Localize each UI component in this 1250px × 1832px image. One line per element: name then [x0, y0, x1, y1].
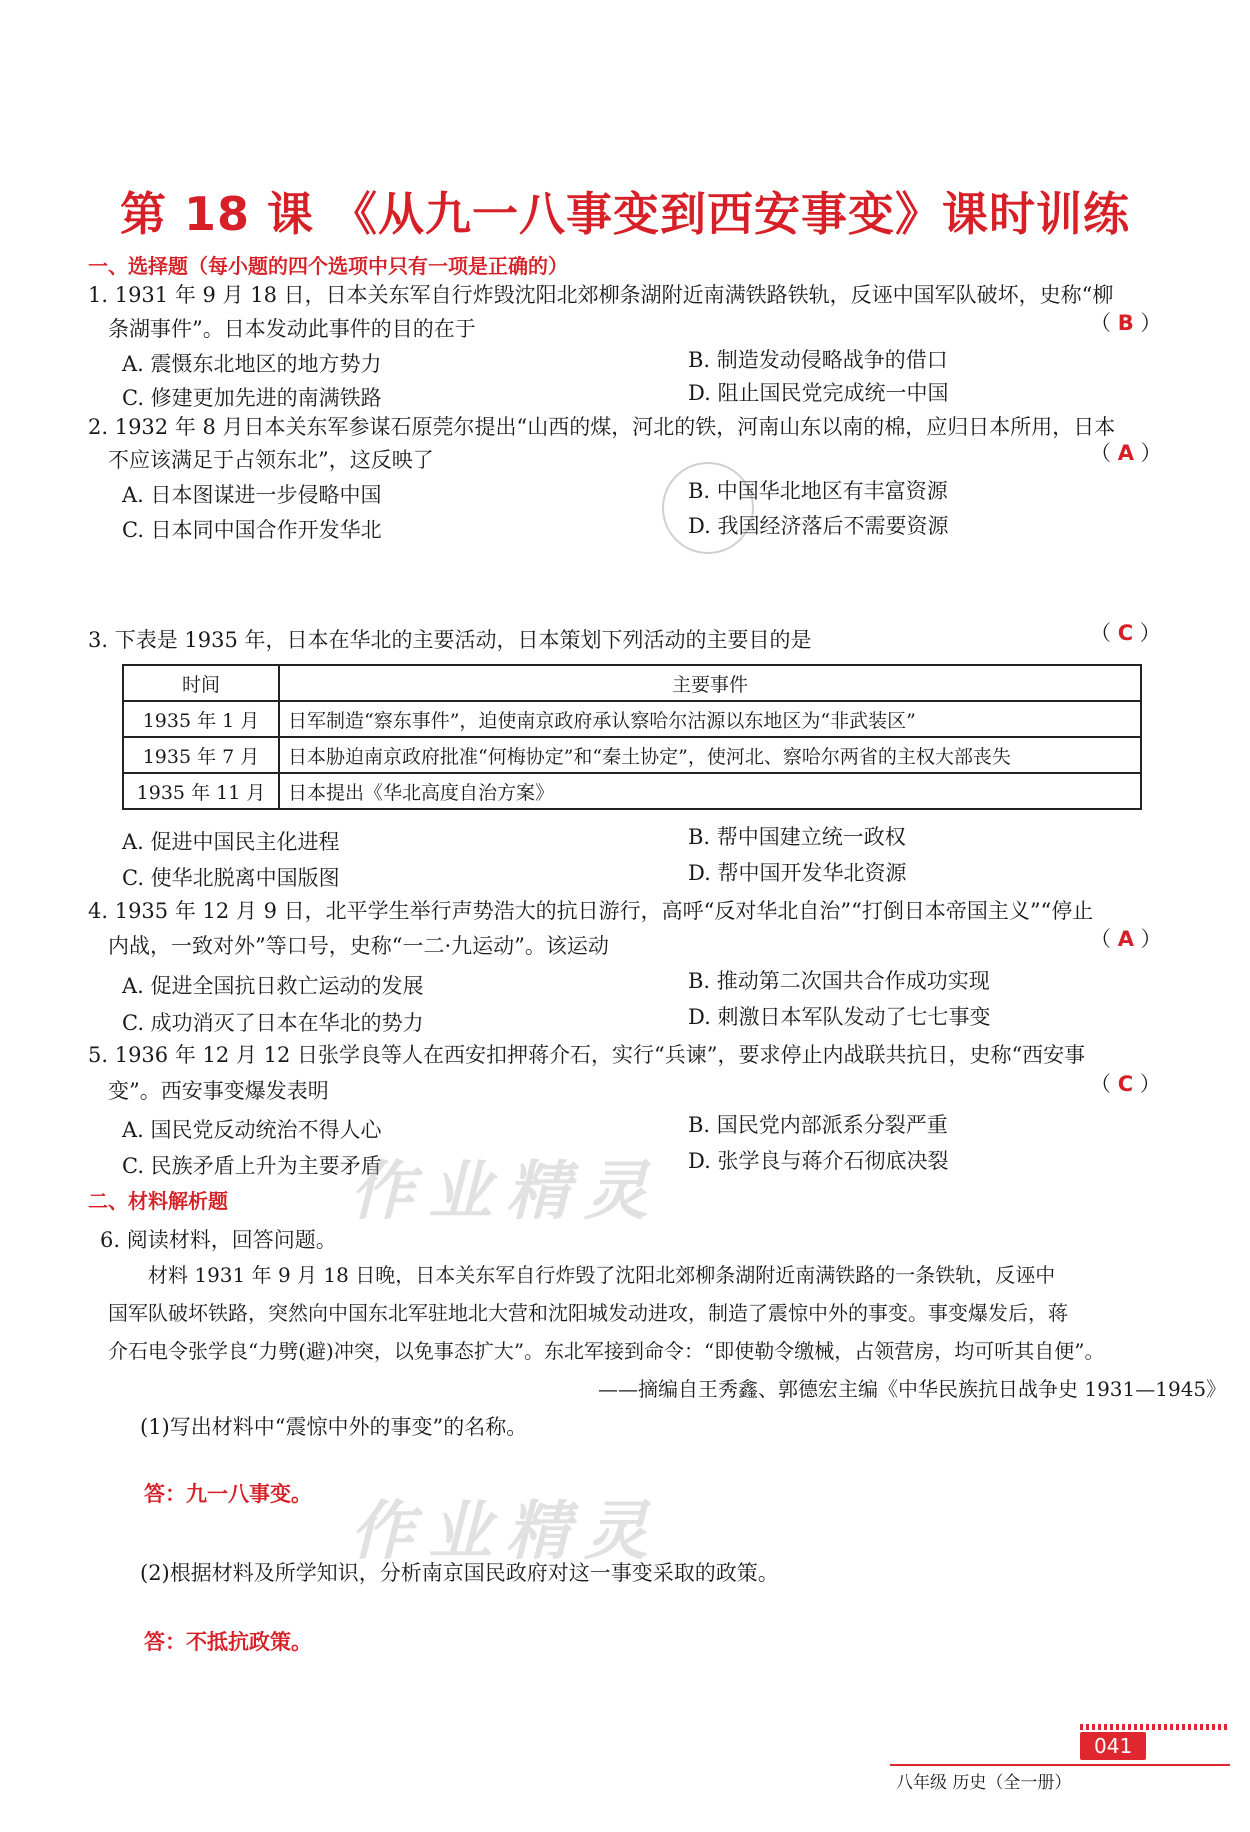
question-4-option-d: D. 刺激日本军队发动了七七事变: [688, 1005, 991, 1029]
sub-question-1: (1)写出材料中“震惊中外的事变”的名称。: [140, 1415, 528, 1439]
table-cell-time: 1935 年 11 月: [123, 773, 279, 809]
question-3-answer-letter: C: [1117, 621, 1134, 645]
question-1-answer-letter: B: [1117, 311, 1134, 335]
footer-book-title: 八年级 历史（全一册）: [896, 1773, 1072, 1793]
question-3-line-1: 3. 下表是 1935 年，日本在华北的主要活动，日本策划下列活动的主要目的是: [88, 628, 812, 652]
question-2-line-1: 2. 1932 年 8 月日本关东军参谋石原莞尔提出“山西的煤，河北的铁，河南山东以南的棉，应归日本所用，日本: [88, 415, 1116, 439]
events-table: [122, 664, 1142, 810]
table-cell-event: 日本胁迫南京政府批准“何梅协定”和“秦土协定”，使河北、察哈尔两省的主权大部丧失: [279, 737, 1141, 773]
table-row: [123, 737, 1141, 773]
page-number: 041: [1080, 1732, 1146, 1760]
question-4-option-c: C. 成功消灭了日本在华北的势力: [122, 1011, 424, 1035]
watermark-text: 作业精灵: [350, 1155, 662, 1229]
question-3-option-d: D. 帮中国开发华北资源: [688, 861, 907, 885]
table-row: [123, 773, 1141, 809]
material-line-1: 材料 1931 年 9 月 18 日晚，日本关东军自行炸毁了沈阳北郊柳条湖附近南满铁路的一条铁轨，反诬中: [148, 1263, 1056, 1287]
material-line-3: 介石电令张学良“力劈(避)冲突，以免事态扩大”。东北军接到命令：“即使勒令缴械，占领营房，均可听其自便”。: [108, 1339, 1105, 1363]
question-3-answer: （ C ）: [1090, 621, 1161, 645]
table-row: [123, 701, 1141, 737]
question-4-line-1: 4. 1935 年 12 月 9 日，北平学生举行声势浩大的抗日游行，高呼“反对华北自治”“打倒日本帝国主义”“停止: [88, 899, 1094, 923]
footer-rule: [890, 1764, 1230, 1766]
question-2-option-b: B. 中国华北地区有丰富资源: [688, 479, 948, 503]
question-1-answer: （ B ）: [1090, 311, 1162, 335]
page-title: 第 18 课 《从九一八事变到西安事变》课时训练: [119, 187, 1131, 241]
question-5-option-d: D. 张学良与蒋介石彻底决裂: [688, 1149, 949, 1173]
question-4-line-2: 内战，一致对外”等口号，史称“一二·九运动”。该运动: [108, 934, 609, 958]
question-3-option-a: A. 促进中国民主化进程: [122, 830, 340, 854]
question-5-option-a: A. 国民党反动统治不得人心: [122, 1118, 382, 1142]
table-header-row: [123, 665, 1141, 701]
question-3-option-c: C. 使华北脱离中国版图: [122, 866, 340, 890]
question-1-option-b: B. 制造发动侵略战争的借口: [688, 348, 948, 372]
question-1-line-2: 条湖事件”。日本发动此事件的目的在于: [108, 317, 476, 341]
table-header-time: 时间: [123, 665, 279, 701]
question-2-option-a: A. 日本图谋进一步侵略中国: [122, 483, 382, 507]
question-2-option-c: C. 日本同中国合作开发华北: [122, 518, 382, 542]
question-4-answer: （ A ）: [1090, 927, 1162, 951]
question-5-option-b: B. 国民党内部派系分裂严重: [688, 1113, 948, 1137]
question-2-answer-letter: A: [1117, 441, 1134, 465]
sub-question-2: (2)根据材料及所学知识，分析南京国民政府对这一事变采取的政策。: [140, 1561, 779, 1585]
question-1-option-c: C. 修建更加先进的南满铁路: [122, 386, 382, 410]
question-5-answer: （ C ）: [1090, 1072, 1161, 1096]
question-2-line-2: 不应该满足于占领东北”，这反映了: [108, 448, 434, 472]
question-1-line-1: 1. 1931 年 9 月 18 日，日本关东军自行炸毁沈阳北郊柳条湖附近南满铁路铁轨，反诬中国军队破坏，史称“柳: [88, 283, 1114, 307]
question-5-answer-letter: C: [1117, 1072, 1134, 1096]
table-cell-event: 日军制造“察东事件”，迫使南京政府承认察哈尔沽源以东地区为“非武装区”: [279, 701, 1141, 737]
question-5-line-2: 变”。西安事变爆发表明: [108, 1079, 329, 1103]
question-4-option-a: A. 促进全国抗日救亡运动的发展: [122, 974, 424, 998]
section-heading-material: 二、材料解析题: [88, 1189, 228, 1213]
question-5-line-1: 5. 1936 年 12 月 12 日张学良等人在西安扣押蒋介石，实行“兵谏”，要求停止内战联共抗日，史称“西安事: [88, 1043, 1086, 1067]
sub-answer-2: 答：不抵抗政策。: [144, 1630, 312, 1654]
material-line-2: 国军队破坏铁路，突然向中国东北军驻地北大营和沈阳城发动进攻，制造了震惊中外的事变。事变爆发后，蒋: [108, 1301, 1068, 1325]
table-cell-time: 1935 年 7 月: [123, 737, 279, 773]
material-source: ——摘编自王秀鑫、郭德宏主编《中华民族抗日战争史 1931—1945》: [598, 1377, 1227, 1401]
question-3-option-b: B. 帮中国建立统一政权: [688, 825, 906, 849]
question-1-option-d: D. 阻止国民党完成统一中国: [688, 381, 949, 405]
question-2-option-d: D. 我国经济落后不需要资源: [688, 514, 949, 538]
question-6-intro: 6. 阅读材料，回答问题。: [100, 1228, 337, 1252]
table-header-event: 主要事件: [279, 665, 1141, 701]
footer-decoration: [1080, 1724, 1230, 1730]
watermark-text: 作业精灵: [350, 1495, 662, 1569]
table-cell-event: 日本提出《华北高度自治方案》: [279, 773, 1141, 809]
table-cell-time: 1935 年 1 月: [123, 701, 279, 737]
sub-answer-1: 答：九一八事变。: [144, 1482, 312, 1506]
question-4-answer-letter: A: [1117, 927, 1134, 951]
question-1-option-a: A. 震慑东北地区的地方势力: [122, 352, 382, 376]
question-5-option-c: C. 民族矛盾上升为主要矛盾: [122, 1154, 382, 1178]
question-2-answer: （ A ）: [1090, 441, 1162, 465]
section-heading-choice: 一、选择题（每小题的四个选项中只有一项是正确的）: [88, 254, 568, 278]
question-4-option-b: B. 推动第二次国共合作成功实现: [688, 969, 990, 993]
